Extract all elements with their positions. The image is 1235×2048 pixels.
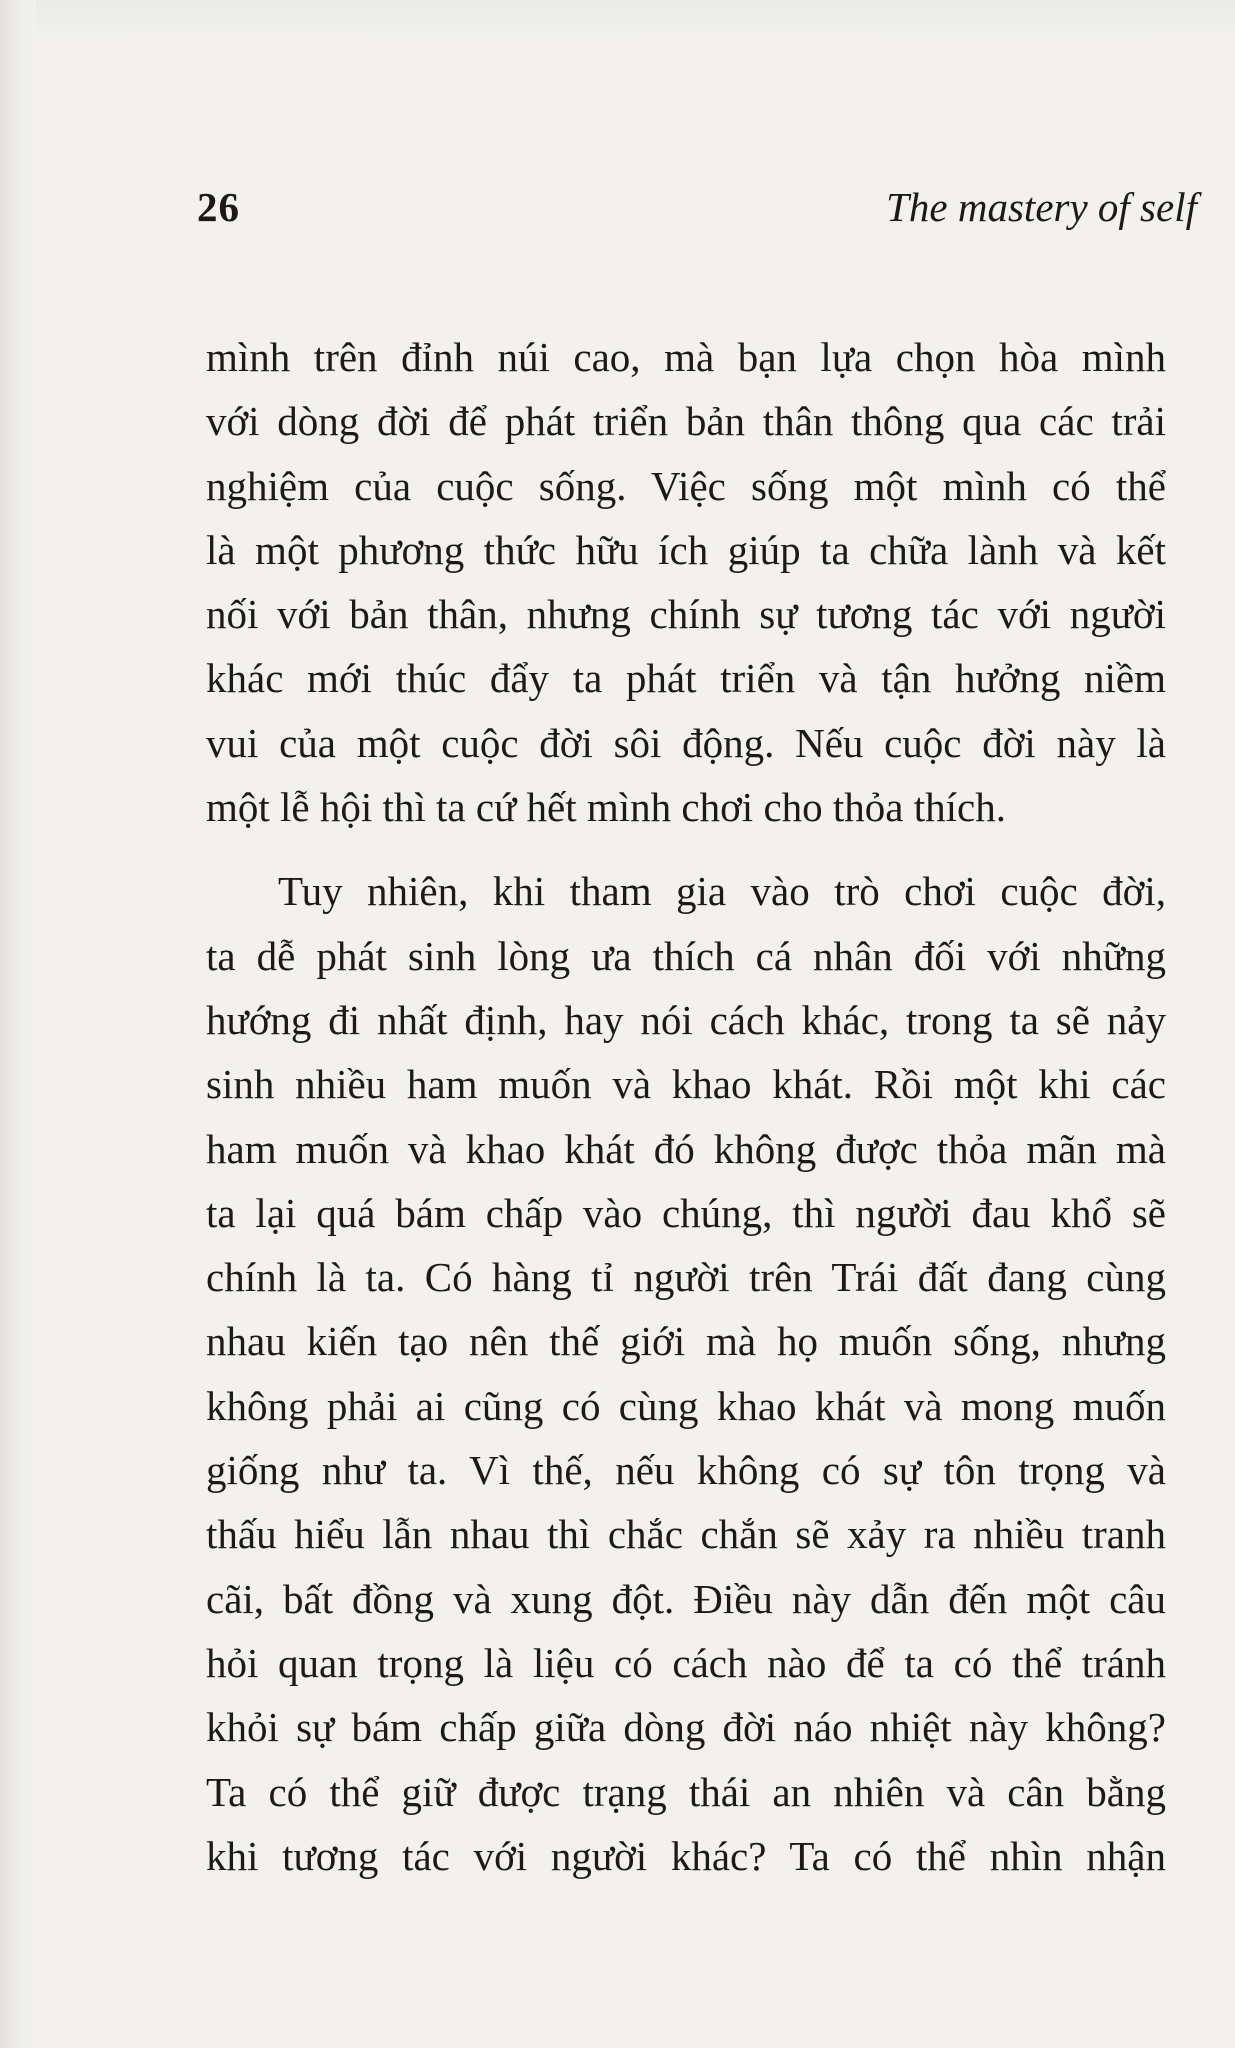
text-line: khác mới thúc đẩy ta phát triển và tận hưởng niềm <box>206 655 1166 702</box>
page-gutter-shade <box>0 0 36 2048</box>
running-title: The mastery of self <box>886 184 1197 230</box>
text-line: nối với bản thân, nhưng chính sự tương tác với người <box>206 591 1166 638</box>
text-line: ta lại quá bám chấp vào chúng, thì người đau khổ sẽ <box>206 1189 1166 1236</box>
text-line: sinh nhiều ham muốn và khao khát. Rồi một khi các <box>206 1061 1166 1108</box>
text-line: Tuy nhiên, khi tham gia vào trò chơi cuộc đời, <box>278 868 1166 915</box>
page-header <box>197 182 1197 242</box>
text-line: hướng đi nhất định, hay nói cách khác, trong ta sẽ nảy <box>206 996 1166 1043</box>
text-line: thấu hiểu lẫn nhau thì chắc chắn sẽ xảy ra nhiều tranh <box>206 1511 1166 1558</box>
paragraph <box>206 859 1166 1888</box>
text-line: khỏi sự bám chấp giữa dòng đời náo nhiệt này không? <box>206 1704 1166 1751</box>
text-line: mình trên đỉnh núi cao, mà bạn lựa chọn hòa mình <box>206 334 1166 380</box>
text-line: chính là ta. Có hàng tỉ người trên Trái đất đang cùng <box>206 1254 1166 1301</box>
text-line: nghiệm của cuộc sống. Việc sống một mình có thể <box>206 462 1166 509</box>
text-line: hỏi quan trọng là liệu có cách nào để ta có thể tránh <box>206 1639 1166 1686</box>
page-top-shade <box>0 0 1235 40</box>
text-line: ham muốn và khao khát đó không được thỏa mãn mà <box>206 1125 1166 1172</box>
paragraph <box>206 325 1166 839</box>
text-line: giống như ta. Vì thế, nếu không có sự tôn trọng và <box>206 1447 1166 1494</box>
text-line: không phải ai cũng có cùng khao khát và mong muốn <box>206 1382 1166 1429</box>
text-line: vui của một cuộc đời sôi động. Nếu cuộc đời này là <box>206 719 1166 766</box>
text-line: là một phương thức hữu ích giúp ta chữa lành và kết <box>206 526 1166 573</box>
body-text <box>206 325 1166 1888</box>
text-line: nhau kiến tạo nên thế giới mà họ muốn sống, nhưng <box>206 1318 1166 1365</box>
text-line: Ta có thể giữ được trạng thái an nhiên và cân bằng <box>206 1768 1166 1815</box>
text-line: một lễ hội thì ta cứ hết mình chơi cho thỏa thích. <box>206 784 1006 831</box>
text-line: khi tương tác với người khác? Ta có thể nhìn nhận <box>206 1832 1166 1879</box>
text-line: cãi, bất đồng và xung đột. Điều này dẫn đến một câu <box>206 1575 1166 1622</box>
page-number: 26 <box>197 184 240 230</box>
text-line: với dòng đời để phát triển bản thân thông qua các trải <box>206 398 1166 445</box>
text-line: ta dễ phát sinh lòng ưa thích cá nhân đối với những <box>206 932 1166 979</box>
